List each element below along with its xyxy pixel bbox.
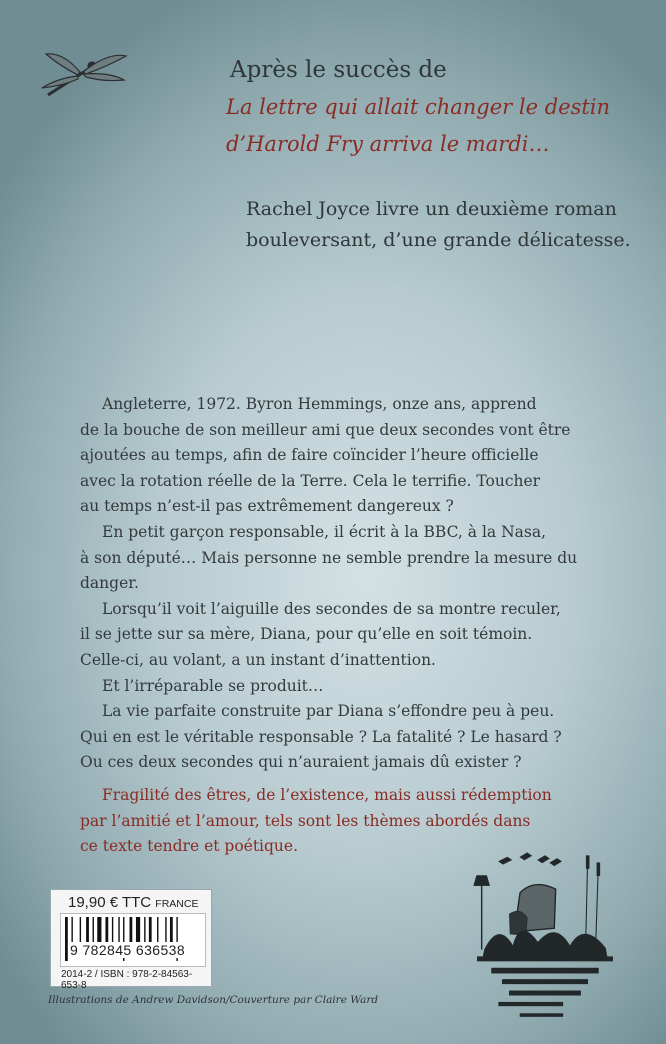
synopsis-line: Et l’irréparable se produit… [102,676,324,695]
price-barcode-sticker [50,889,212,991]
credits: Illustrations de Andrew Davidson/Couverture par Claire Ward [48,994,379,1006]
header-intro: Après le succès de [230,57,447,83]
synopsis-line: Qui en est le véritable responsable ? La fatalité ? Le hasard ? [80,727,562,746]
closing-line: Fragilité des êtres, de l’existence, mais aussi rédemption [102,786,552,804]
synopsis-line: il se jette sur sa mère, Diana, pour qu’elle en soit témoin. [80,625,533,644]
price-label [68,894,198,911]
synopsis-line: avec la rotation réelle de la Terre. Cela le terrifie. Toucher [80,471,541,490]
header-title-line: La lettre qui allait changer le destin [226,95,611,119]
price-value: 19,90 € TTC [68,894,152,911]
synopsis-line: à son député… Mais personne ne semble prendre la mesure du [80,548,578,567]
synopsis-line: En petit garçon responsable, il écrit à la BBC, à la Nasa, [102,522,546,541]
synopsis [80,392,577,776]
synopsis-line: ajoutées au temps, afin de faire coïncider l’heure officielle [80,446,539,465]
synopsis-line: au temps n’est-il pas extrêmement dangereux ? [80,497,454,516]
header-title-line: d’Harold Fry arriva le mardi… [226,132,550,156]
barcode-digits: 9 782845 636538 [70,942,185,958]
synopsis-line: Angleterre, 1972. Byron Hemmings, onze ans, apprend [102,395,537,413]
synopsis-line: de la bouche de son meilleur ami que deux secondes vont être [80,420,571,439]
synopsis-line: La vie parfaite construite par Diana s’effondre peu à peu. [102,702,555,721]
barcode-bar [65,917,68,961]
barcode [60,913,206,967]
isbn-line: 2014-2 / ISBN : 978-2-84563-653-8 [61,969,193,991]
closing-paragraph [80,783,552,860]
closing-line: par l’amitié et l’amour, tels sont les thèmes abordés dans [80,811,531,830]
synopsis-line: Celle-ci, au volant, a un instant d’inattention. [80,650,436,669]
header [0,52,666,163]
tagline [0,194,631,256]
synopsis-line: Lorsqu’il voit l’aiguille des secondes de sa montre reculer, [102,599,561,618]
synopsis-line: danger. [80,574,139,593]
tagline-line: Rachel Joyce livre un deuxième roman [246,198,617,220]
tagline-line: bouleversant, d’une grande délicatesse. [246,229,631,251]
price-country: FRANCE [155,898,199,910]
synopsis-line: Ou ces deux secondes qui n’auraient jamais dû exister ? [80,753,522,772]
armchair-illustration [455,850,635,1035]
closing-line: ce texte tendre et poétique. [80,837,299,856]
